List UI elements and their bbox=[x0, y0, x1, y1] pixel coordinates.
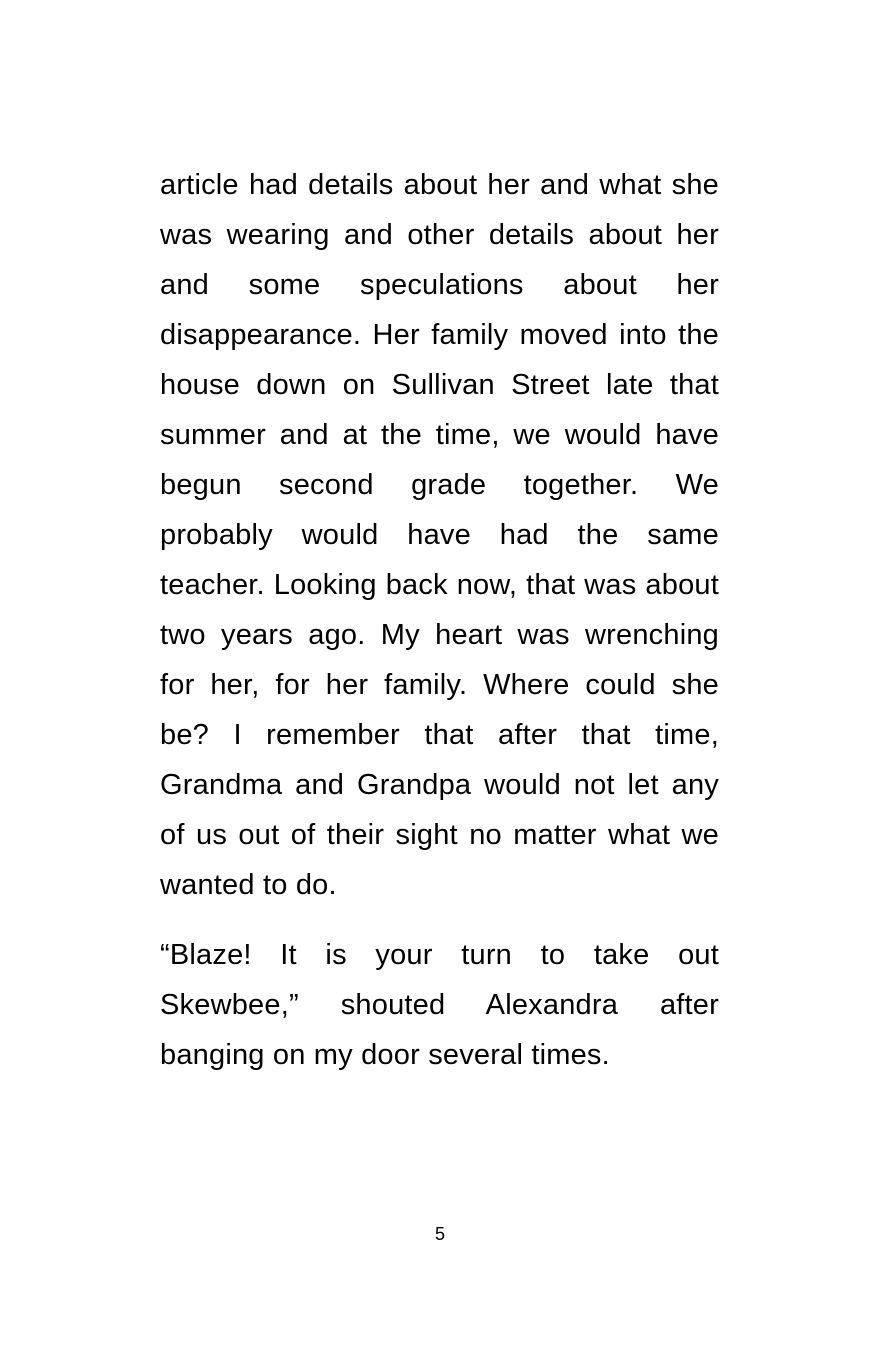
paragraph: article had details about her and what she was wearing and other details about her and some speculations about her disappearance. Her family moved into the house down on Sullivan Street late that summer and at the time, we would have begun second grade together. We probably would have had the same teacher. Looking back now, that was about two years ago. My heart was wrenching for her, for her family. Where could she be? I remember that after that time, Grandma and Grandpa would not let any of us out of their sight no matter what we wanted to do. bbox=[160, 169, 719, 901]
paragraph: “Blaze! It is your turn to take out Skewbee,” shouted Alexandra after banging on my door several times. bbox=[160, 939, 719, 1071]
page-number: 5 bbox=[434, 1224, 445, 1244]
page-body bbox=[160, 160, 719, 1080]
